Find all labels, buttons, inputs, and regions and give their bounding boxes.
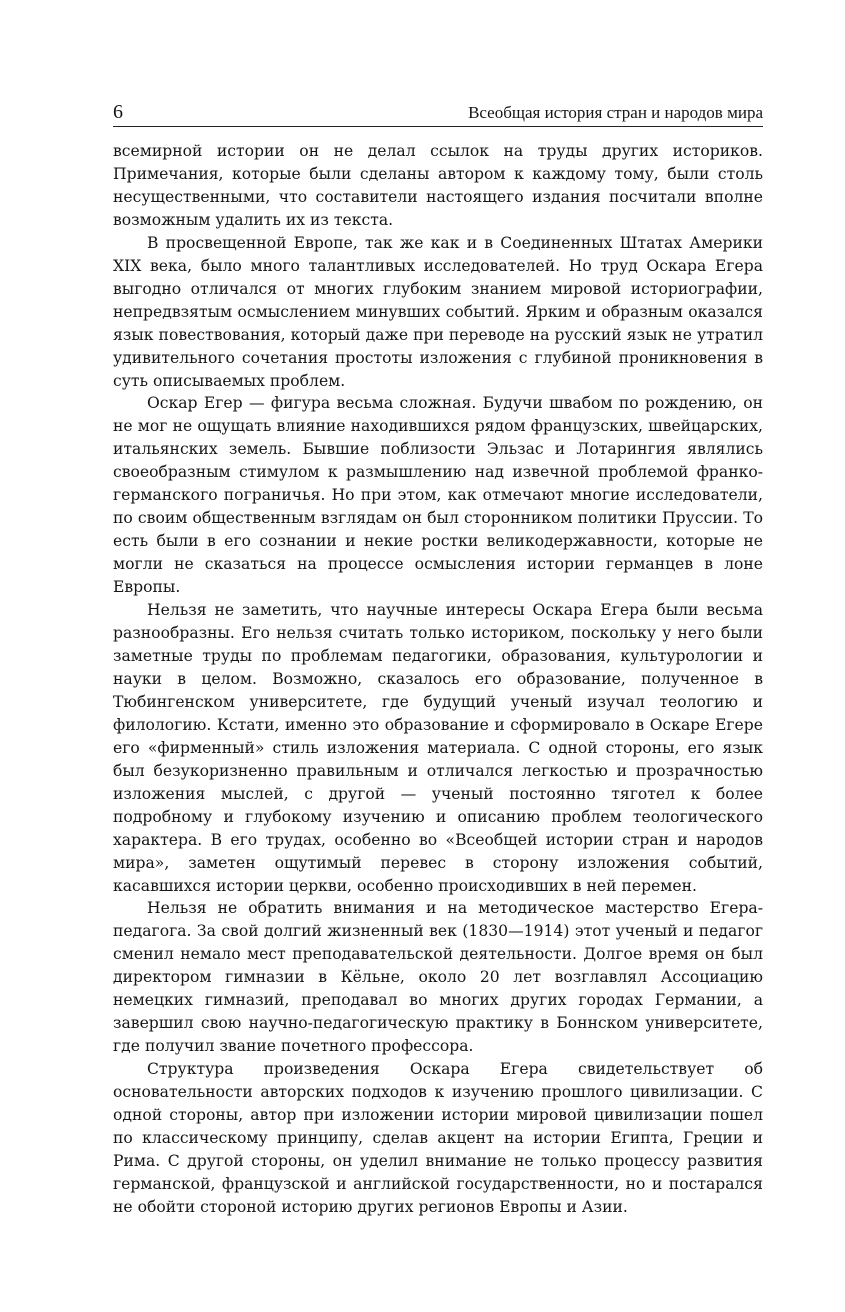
paragraph: Нельзя не заметить, что научные интересы Оскара Егера были весьма разнообразны. Его нельзя считать только историком, поскольку у него были заметные труды по проблемам педагогики, образования, культурологии и науки в целом. Возможно, сказалось его образование, полученное в Тюбингенском университете, где будущий ученый изучал теологию и филологию. Кстати, именно это образование и сформировало в Оскаре Егере его «фирменный» стиль изложения материала. С одной стороны, его язык был безукоризненно правильным и отличался легкостью и прозрачностью изложения мыслей, с другой — ученый постоянно тяготел к более подробному и глубокому изучению и описанию проблем теологического характера. В его трудах, особенно во «Всеобщей истории стран и народов мира», заметен ощутимый перевес в сторону изложения событий, касавшихся истории церкви, особенно происходивших в ней перемен. [113,601,763,895]
paragraph: Нельзя не обратить внимания и на методическое мастерство Егера-педагога. За свой долгий жизненный век (1830—1914) этот ученый и педагог сменил немало мест преподавательской деятельности. Долгое время он был директором гимназии в Кёльне, около 20 лет возглавлял Ассоциацию немецких гимназий, преподавал во многих других городах Германии, а завершил свою научно-педагогическую практику в Боннском университете, где получил звание почетного профессора. [113,899,763,1056]
body-text [113,140,763,1219]
book-page [113,96,763,1219]
paragraph: Структура произведения Оскара Егера свидетельствует об основательности авторских подходов к изучению прошлого цивилизации. С одной стороны, автор при изложении истории мировой цивилизации пошел по классическому принципу, сделав акцент на истории Египта, Греции и Рима. С другой стороны, он уделил внимание не только процессу развития германской, французской и английской государственности, но и постарался не обойти стороной историю других регионов Европы и Азии. [113,1060,763,1216]
page-number: 6 [113,101,123,123]
paragraph: В просвещенной Европе, так же как и в Соединенных Штатах Америки XIX века, было много талантливых исследователей. Но труд Оскара Егера выгодно отличался от многих глубоким знанием мировой историографии, непредвзятым осмыслением минувших событий. Ярким и образным оказался язык повествования, который даже при переводе на русский язык не утратил удивительного сочетания простоты изложения с глубиной проникновения в суть описываемых проблем. [113,233,763,390]
running-title: Всеобщая история стран и народов мира [468,103,763,122]
page-header [113,96,763,127]
paragraph: Оскар Егер — фигура весьма сложная. Будучи швабом по рождению, он не мог не ощущать влияние находившихся рядом французских, швейцарских, итальянских земель. Бывшие поблизости Эльзас и Лотарингия являлись своеобразным стимулом к размышлению над извечной проблемой франко-германского пограничья. Но при этом, как отмечают многие исследователи, по своим общественным взглядам он был сторонником политики Пруссии. То есть были в его сознании и некие ростки великодержавности, которые не могли не сказаться на процессе осмысления истории германцев в лоне Европы. [113,394,763,597]
paragraph-continuation: всемирной истории он не делал ссылок на труды других историков. Примечания, которые были сделаны автором к каждому тому, были столь несущественными, что составители настоящего издания посчитали вполне возможным удалить их из текста. [113,142,763,229]
